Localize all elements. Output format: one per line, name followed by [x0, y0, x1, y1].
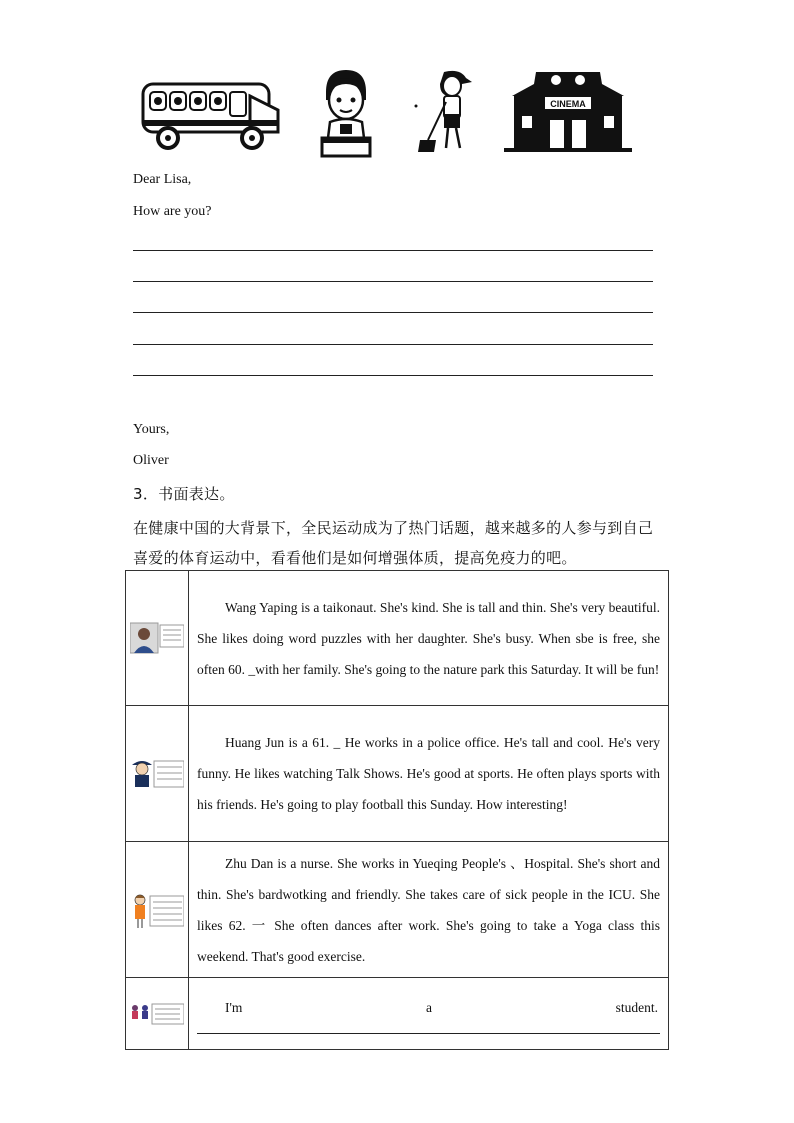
svg-text:CINEMA: CINEMA — [550, 99, 586, 109]
row-image-cell — [126, 842, 189, 978]
row-text-cell — [189, 706, 669, 842]
taikonaut-photo-icon — [130, 621, 184, 655]
school-bus-icon — [140, 76, 282, 152]
profile-paragraph: Huang Jun is a 61. _ He works in a police office. He's tall and cool. He's very funny. He likes watching Talk Shows. He's good at sports. He often plays sports with his friends. He's going to play football this Sunday. How interesting! — [197, 735, 660, 812]
writing-line — [133, 312, 653, 313]
letter-greeting: Dear Lisa, — [133, 172, 192, 187]
writing-line — [133, 281, 653, 282]
boy-at-desk-icon — [318, 66, 374, 158]
profile-paragraph: Wang Yaping is a taikonaut. She's kind. She is tall and thin. She's very beautiful. She likes doing word puzzles with her daughter. She's busy. When sbe is free, she often 60. _with her family. She's going to the nature park this Saturday. It will be fun! — [197, 599, 660, 677]
word: I'm — [225, 999, 243, 1015]
illustration-strip — [130, 62, 650, 162]
student-sentence — [197, 992, 660, 1023]
girl-sweeping-icon — [414, 68, 484, 158]
row-image-cell — [126, 706, 189, 842]
letter-signature: Oliver — [133, 453, 169, 468]
section-title: 3．书面表达。 — [133, 485, 235, 503]
row-text-cell — [189, 978, 669, 1050]
section-intro: 在健康中国的大背景下，全民运动成为了热门话题，越来越多的人参与到自己喜爱的体育运动中，看看他们是如何增强体质，提高免疫力的吧。 — [133, 519, 654, 567]
row-image-cell — [126, 571, 189, 706]
students-icon — [130, 1002, 184, 1026]
row-text-cell — [189, 842, 669, 978]
profile-paragraph: Zhu Dan is a nurse. She works in Yueqing People's 、Hospital. She's short and thin. She's bardwotking and friendly. She takes care of sick people in the ICU. She likes 62. 一 She often dances after work. She's going to take a Yoga class this weekend. That's good exercise. — [197, 855, 660, 964]
police-officer-icon — [130, 757, 184, 791]
writing-line — [133, 375, 653, 376]
row-image-cell — [126, 978, 189, 1050]
profiles-table — [125, 570, 669, 1050]
table-row — [126, 978, 669, 1050]
word: a — [426, 999, 433, 1015]
table-row — [126, 706, 669, 842]
row-text-cell — [189, 571, 669, 706]
cinema-building-icon — [504, 68, 632, 152]
nurse-icon — [130, 890, 184, 930]
table-row — [126, 842, 669, 978]
writing-line — [133, 250, 653, 251]
letter-closing: Yours, — [133, 422, 170, 437]
table-row — [126, 571, 669, 706]
word: student. — [615, 999, 658, 1015]
writing-line — [133, 344, 653, 345]
letter-opening: How are you? — [133, 204, 212, 219]
answer-line — [197, 1033, 660, 1034]
